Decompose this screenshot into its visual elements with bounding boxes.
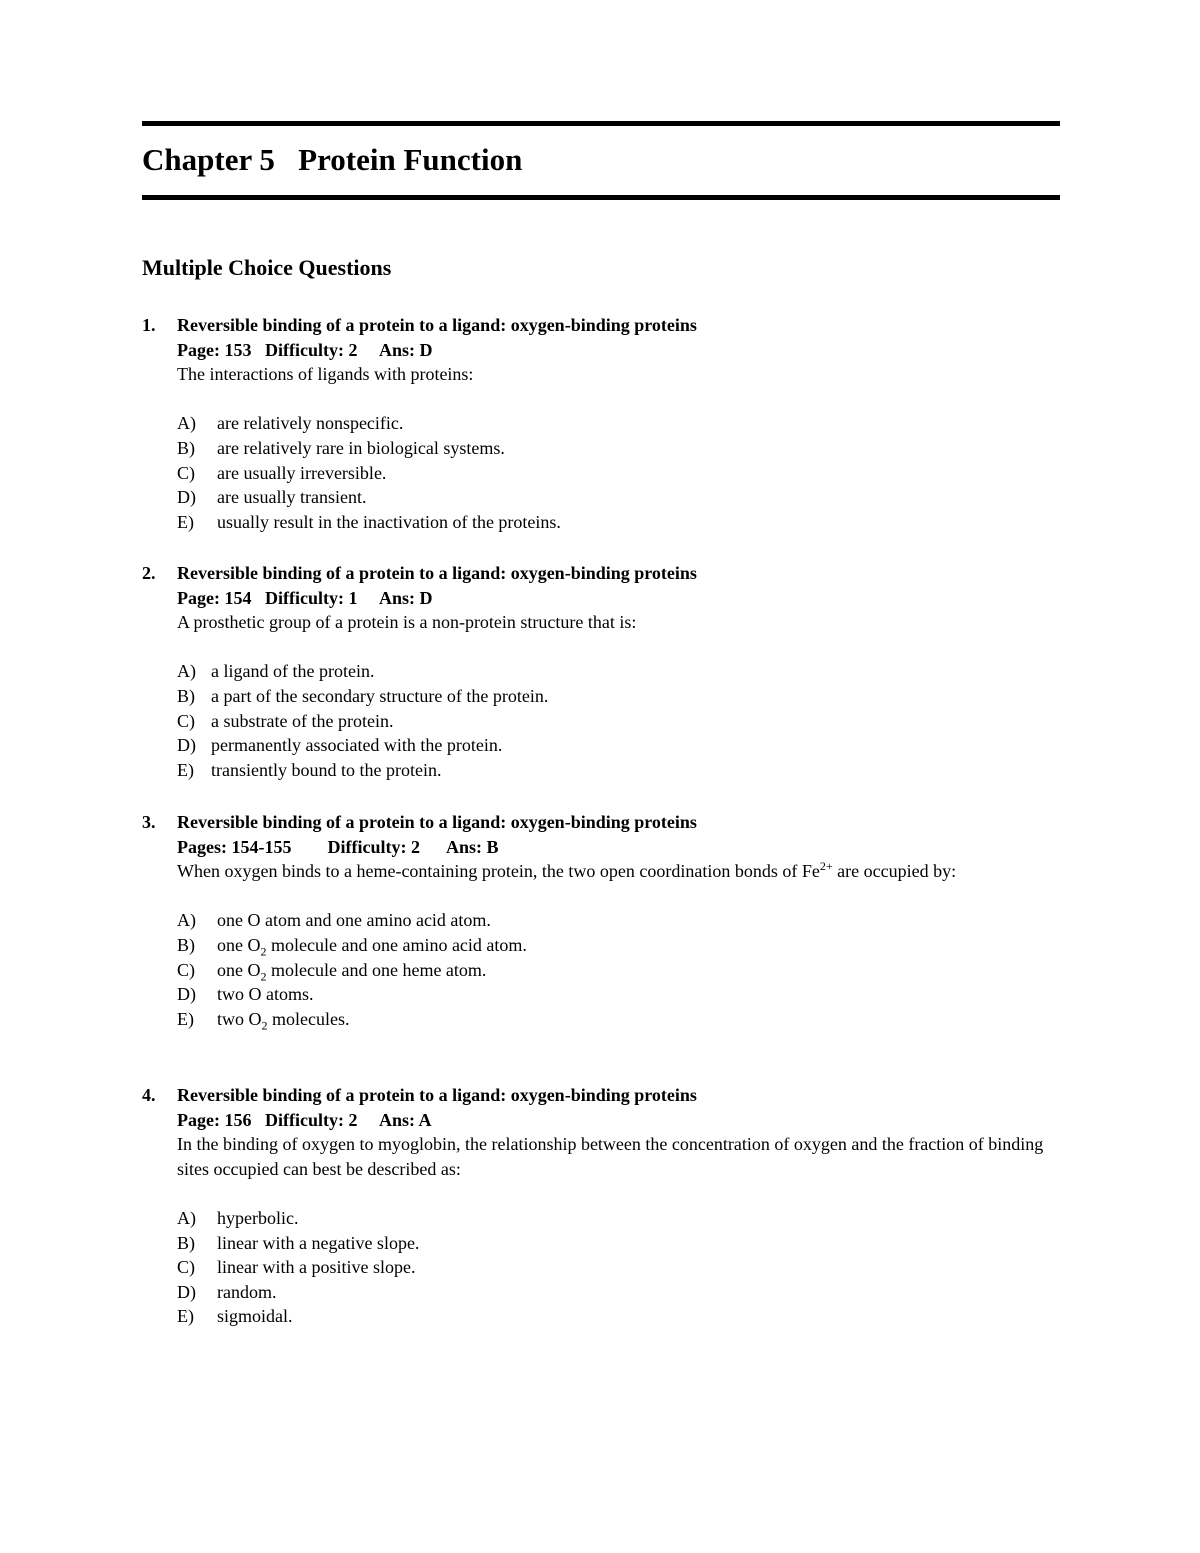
question-stem: A prosthetic group of a protein is a non-protein structure that is: bbox=[177, 612, 637, 633]
option-letter: E) bbox=[177, 511, 194, 532]
stem-text: When oxygen binds to a heme-containing protein, the two open coordination bonds of Fe bbox=[177, 861, 820, 882]
question-topic: Reversible binding of a protein to a ligand: oxygen-binding proteins bbox=[177, 812, 697, 832]
option-text: a substrate of the protein. bbox=[211, 710, 394, 731]
option-letter: B) bbox=[177, 437, 195, 458]
question-header bbox=[142, 810, 1062, 835]
option-text: transiently bound to the protein. bbox=[211, 759, 442, 780]
charge-superscript: 2+ bbox=[819, 859, 833, 874]
subscript: 2 bbox=[261, 1018, 268, 1033]
option-text: sigmoidal. bbox=[217, 1306, 293, 1327]
option-d bbox=[177, 982, 1062, 1007]
option-letter: E) bbox=[177, 759, 194, 780]
question-1 bbox=[142, 313, 1062, 534]
option-letter: B) bbox=[177, 685, 195, 706]
option-text: permanently associated with the protein. bbox=[211, 735, 503, 756]
option-b bbox=[177, 933, 1062, 958]
option-letter: A) bbox=[177, 661, 196, 682]
option-letter: B) bbox=[177, 934, 195, 955]
bottom-rule bbox=[142, 195, 1060, 200]
option-text: linear with a negative slope. bbox=[217, 1232, 420, 1253]
option-text: random. bbox=[217, 1281, 277, 1302]
question-meta: Page: 153 Difficulty: 2 Ans: D bbox=[177, 339, 433, 360]
answer-options bbox=[177, 908, 1062, 1031]
option-a bbox=[177, 659, 1062, 684]
subscript: 2 bbox=[260, 944, 267, 959]
option-text: linear with a positive slope. bbox=[217, 1257, 416, 1278]
option-b bbox=[177, 1231, 1062, 1256]
question-header bbox=[142, 561, 1062, 586]
option-text bbox=[217, 933, 527, 958]
question-number: 4. bbox=[142, 1085, 156, 1105]
option-letter: C) bbox=[177, 959, 195, 980]
option-text-part: molecules. bbox=[267, 1008, 350, 1029]
option-text-part: molecule and one heme atom. bbox=[266, 959, 487, 980]
question-stem: In the binding of oxygen to myoglobin, the relationship between the concentration of oxygen and the fraction of binding sites occupied can best be described as: bbox=[177, 1134, 1044, 1179]
option-letter: A) bbox=[177, 910, 196, 931]
option-c bbox=[177, 1255, 1062, 1280]
option-letter: B) bbox=[177, 1232, 195, 1253]
question-3 bbox=[142, 810, 1062, 1031]
section-heading: Multiple Choice Questions bbox=[142, 255, 392, 280]
option-text: a ligand of the protein. bbox=[211, 661, 375, 682]
option-a bbox=[177, 908, 1062, 933]
option-letter: A) bbox=[177, 413, 196, 434]
option-text: hyperbolic. bbox=[217, 1207, 299, 1228]
option-letter: C) bbox=[177, 1257, 195, 1278]
option-text: one O atom and one amino acid atom. bbox=[217, 910, 491, 931]
question-topic: Reversible binding of a protein to a ligand: oxygen-binding proteins bbox=[177, 1085, 697, 1105]
chapter-title: Chapter 5 Protein Function bbox=[142, 142, 523, 177]
question-meta: Page: 154 Difficulty: 1 Ans: D bbox=[177, 587, 433, 608]
option-text: are relatively nonspecific. bbox=[217, 413, 404, 434]
option-d bbox=[177, 1280, 1062, 1305]
option-text: are relatively rare in biological systems. bbox=[217, 437, 505, 458]
option-letter: D) bbox=[177, 735, 196, 756]
question-topic: Reversible binding of a protein to a ligand: oxygen-binding proteins bbox=[177, 563, 697, 583]
option-text-part: molecule and one amino acid atom. bbox=[266, 934, 527, 955]
option-text: are usually transient. bbox=[217, 487, 367, 508]
answer-options bbox=[177, 659, 1062, 782]
question-header bbox=[142, 1083, 1062, 1108]
option-a bbox=[177, 411, 1062, 436]
option-text-part: one O bbox=[217, 959, 261, 980]
option-b bbox=[177, 436, 1062, 461]
option-letter: C) bbox=[177, 710, 195, 731]
top-rule bbox=[142, 121, 1060, 126]
option-letter: A) bbox=[177, 1207, 196, 1228]
question-number: 2. bbox=[142, 563, 156, 583]
option-letter: C) bbox=[177, 462, 195, 483]
question-2 bbox=[142, 561, 1062, 782]
answer-options bbox=[177, 1206, 1062, 1329]
question-4 bbox=[142, 1083, 1062, 1329]
option-letter: E) bbox=[177, 1306, 194, 1327]
option-e bbox=[177, 1007, 1062, 1032]
option-text bbox=[217, 958, 486, 983]
option-e bbox=[177, 758, 1062, 783]
option-letter: D) bbox=[177, 487, 196, 508]
question-meta: Pages: 154-155 Difficulty: 2 Ans: B bbox=[177, 836, 499, 857]
question-stem bbox=[177, 859, 1062, 884]
option-e bbox=[177, 1304, 1062, 1329]
question-meta: Page: 156 Difficulty: 2 Ans: A bbox=[177, 1109, 432, 1130]
question-number: 1. bbox=[142, 315, 156, 335]
option-text-part: two O bbox=[217, 1008, 262, 1029]
option-b bbox=[177, 684, 1062, 709]
option-text: two O atoms. bbox=[217, 984, 314, 1005]
option-d bbox=[177, 733, 1062, 758]
question-stem: The interactions of ligands with proteins: bbox=[177, 364, 474, 385]
option-text: a part of the secondary structure of the protein. bbox=[211, 685, 549, 706]
option-a bbox=[177, 1206, 1062, 1231]
option-e bbox=[177, 510, 1062, 535]
question-number: 3. bbox=[142, 812, 156, 832]
stem-text: are occupied by: bbox=[832, 861, 957, 882]
answer-options bbox=[177, 411, 1062, 534]
option-text: usually result in the inactivation of the proteins. bbox=[217, 511, 561, 532]
option-text bbox=[217, 1007, 349, 1032]
question-header bbox=[142, 313, 1062, 338]
subscript: 2 bbox=[260, 969, 267, 984]
question-topic: Reversible binding of a protein to a ligand: oxygen-binding proteins bbox=[177, 315, 697, 335]
option-letter: D) bbox=[177, 1281, 196, 1302]
option-c bbox=[177, 709, 1062, 734]
option-c bbox=[177, 958, 1062, 983]
option-text-part: one O bbox=[217, 934, 261, 955]
option-c bbox=[177, 461, 1062, 486]
option-letter: E) bbox=[177, 1008, 194, 1029]
option-text: are usually irreversible. bbox=[217, 462, 387, 483]
option-letter: D) bbox=[177, 984, 196, 1005]
option-d bbox=[177, 485, 1062, 510]
